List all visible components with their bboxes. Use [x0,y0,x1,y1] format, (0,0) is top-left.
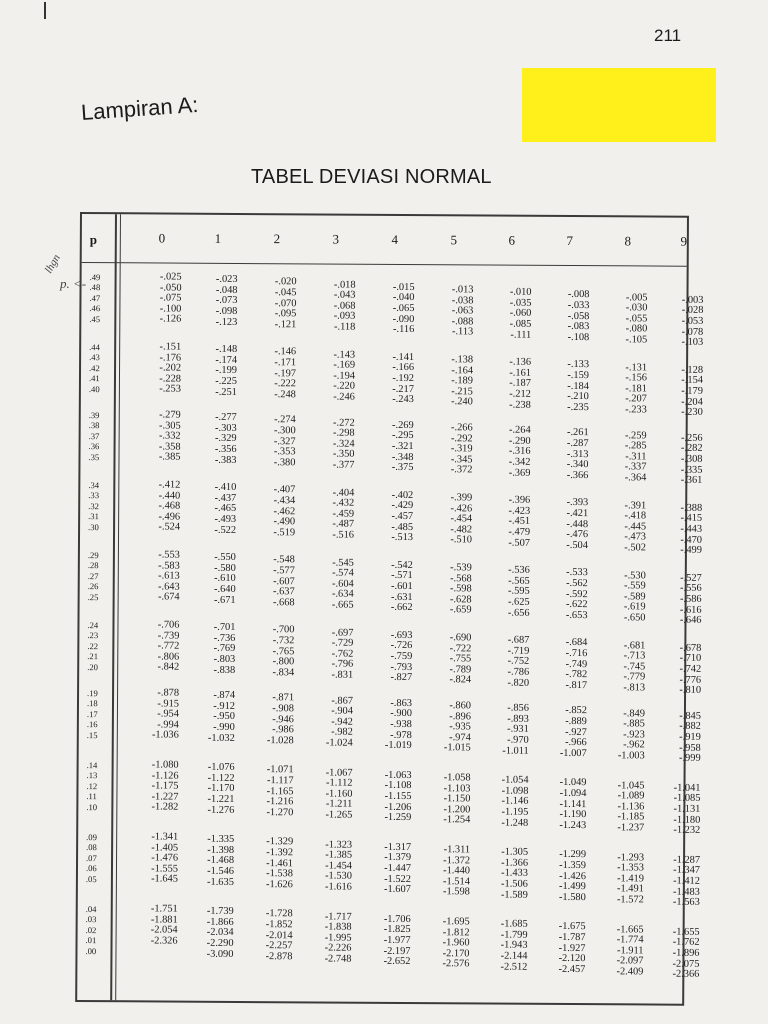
p-value: .42 [89,362,100,373]
row-group [80,409,703,486]
p-value: .16 [86,719,98,730]
table-cell: -.269 -.295 -.321 -.348 -.375 [391,419,414,474]
p-value: .35 [88,451,100,462]
p-value: .46 [89,303,101,314]
table-cell: -1.293 -1.353 -1.419 -1.491 -1.572 [616,851,645,906]
table-cell: -.015 -.040 -.065 -.090 -.116 [392,281,415,336]
table-cell: -.681 -.713 -.745 -.779 -.813 [623,639,646,694]
table-cell: -1.665 -1.774 -1.911 -2.097 -2.409 [616,923,644,978]
table-cell: -.143 -.169 -.194 -.220 -.246 [333,349,356,403]
table-cell: -.545 -.574 -.604 -.634 -.665 [331,557,354,611]
table-cell: -.003 -.028 -.053 -.078 -.103 [681,294,704,348]
column-header-0: 0 [158,230,166,246]
table-cell: -.410 -.437 -.465 -.493 -.522 [214,482,237,536]
table-cell: -.133 -.159 -.184 -.210 -.235 [567,359,590,413]
table-cell: -1.054 -1.098 -1.146 -1.195 -1.248 [501,774,529,829]
column-header-7: 7 [566,232,574,249]
p-value: .08 [86,842,97,853]
table-cell: -.867 -.904 -.942 -.982 -1.024 [325,695,354,749]
row-group [79,619,702,696]
table-cell: -.396 -.423 -.451 -.479 -.507 [508,494,531,549]
table-cell: -.530 -.559 -.589 -.619 -.650 [623,569,646,624]
yellow-highlight [522,68,716,142]
table-cell: -.013 -.038 -.063 -.088 -.113 [451,284,474,338]
p-value: .06 [85,863,97,874]
table-cell: -.701 -.736 -.769 -.803 -.838 [213,622,236,676]
p-column-header: p [89,232,98,248]
table-cell: -.261 -.287 -.313 -.340 -.366 [566,427,589,481]
table-cell: -1.335 -1.398 -1.468 -1.546 -1.635 [207,833,235,888]
table-cell: -.536 -.565 -.595 -.625 -.656 [507,564,530,619]
p-value: .00 [85,945,97,956]
table-cell: -.148 -.174 -.199 -.225 -.251 [215,344,238,398]
table-cell: -1.067 -1.112 -1.160 -1.211 -1.265 [325,767,353,821]
table-cell: -.690 -.722 -.755 -.789 -.824 [449,632,472,686]
table-cell: -.849 -.885 -.923 -.962 -1.003 [617,707,645,762]
p-values [88,410,99,462]
table-cell: -.860 -.896 -.935 -.974 -1.015 [443,700,472,754]
table-cell: -1.655 -1.762 -1.896 -2.075 -2.366 [672,926,700,980]
p-values [85,904,96,956]
table-cell: -.687 -.719 -.752 -.786 -.820 [507,634,530,689]
table-cell: -.845 -.882 -.919 -.958 -.999 [678,710,701,764]
table-cell: -.693 -.726 -.759 -.793 -.827 [390,629,413,684]
p-value: .32 [88,500,99,511]
table-cell: -1.675 -1.787 -1.927 -2.120 -2.457 [558,921,586,975]
table-cell: -.402 -.429 -.457 -.485 -.513 [391,489,414,544]
p-value: .34 [88,480,100,491]
table-cell: -.533 -.562 -.592 -.622 -.653 [565,567,588,621]
handwritten-arrow: p. <- [60,276,87,291]
table-cell: -.548 -.577 -.607 -.637 -.668 [272,554,295,609]
row-group [79,687,701,764]
p-value: .17 [86,708,98,719]
table-cell: -.871 -.908 -.946 -.986 -1.028 [266,692,295,747]
table-cell: -.863 -.900 -.938 -.978 -1.019 [384,697,413,752]
p-value: .20 [87,661,99,672]
table-cell: -.005 -.030 -.055 -.080 -.105 [625,291,648,346]
table-cell: -.700 -.732 -.765 -.800 -.834 [272,624,295,679]
p-value: .11 [86,791,97,802]
table-cell: -1.717 -1.838 -1.995 -2.226 -2.748 [324,911,352,965]
table-cell: -1.063 -1.108 -1.155 -1.206 -1.259 [384,769,412,824]
p-values [86,760,97,812]
table-cell: -.878 -.915 -.954 -.994 -1.036 [151,687,180,741]
table-cell: -.706 -.739 -.772 -.806 -.842 [157,619,180,673]
appendix-heading: Lampiran A: [80,91,200,126]
normal-deviation-table [75,212,704,1006]
p-value: .07 [86,852,97,863]
table-cell: -1.739 -1.866 -2.034 -2.290 -3.090 [206,905,234,960]
page-edge-mark [44,2,46,19]
table-cell: -.399 -.426 -.454 -.482 -.510 [450,492,473,546]
p-value: .33 [88,490,100,501]
p-value: .28 [87,560,99,571]
table-cell: -1.311 -1.372 -1.440 -1.514 -1.598 [442,844,471,898]
table-cell: -1.341 -1.405 -1.476 -1.555 -1.645 [151,831,179,885]
p-value: .21 [87,651,99,662]
table-cell: -.539 -.568 -.598 -.628 -.659 [449,562,472,616]
table-cell: -.388 -.415 -.443 -.470 -.499 [680,502,703,556]
p-values [89,342,100,394]
table-cell: -.018 -.043 -.068 -.093 -.118 [333,279,356,333]
table-cell: -.010 -.035 -.060 -.085 -.111 [509,286,532,341]
p-value: .24 [87,620,99,631]
column-header-9: 9 [680,233,688,249]
column-header-2: 2 [273,231,281,247]
table-cell: -.128 -.154 -.179 -.204 -.230 [681,364,704,418]
table-cell: -.146 -.171 -.197 -.222 -.248 [274,346,297,401]
table-cell: -1.685 -1.799 -1.943 -2.144 -2.512 [500,918,528,973]
p-value: .05 [85,873,97,884]
table-cell: -.678 -.710 -.742 -.776 -.810 [679,642,702,696]
p-value: .29 [87,550,99,561]
p-value: .47 [89,292,101,303]
table-header-row [82,214,687,267]
table-cell: -1.076 -1.122 -1.170 -1.221 -1.276 [207,761,235,816]
p-value: .30 [88,521,99,532]
table-cell: -1.049 -1.094 -1.141 -1.190 -1.243 [559,777,587,831]
p-value: .15 [86,729,98,740]
table-cell: -.023 -.048 -.073 -.098 -.123 [215,274,238,328]
table-cell: -.856 -.893 -.931 -.970 -1.011 [502,702,530,757]
column-header-8: 8 [624,233,632,249]
table-cell: -1.706 -1.825 -1.977 -2.197 -2.652 [383,913,411,968]
p-value: .38 [88,420,100,431]
row-group [80,479,703,556]
table-cell: -.008 -.033 -.058 -.083 -.108 [567,289,590,343]
table-cell: -.852 -.889 -.927 -.966 -1.007 [559,705,587,759]
table-cell: -.256 -.282 -.308 -.335 -.361 [680,432,703,486]
table-cell: -.136 -.161 -.187 -.212 -.238 [509,356,532,411]
p-value: .26 [87,581,99,592]
column-header-4: 4 [391,231,399,247]
table-title: TABEL DEVIASI NORMAL [251,166,492,188]
row-group [77,903,700,980]
table-cell: -.527 -.556 -.586 -.616 -.646 [679,572,702,626]
table-cell: -.874 -.912 -.950 -.990 -1.032 [207,690,236,744]
table-cell: -1.695 -1.812 -1.960 -2.170 -2.576 [442,916,470,970]
p-values [87,620,98,672]
column-header-5: 5 [450,232,458,248]
table-cell: -1.317 -1.379 -1.447 -1.522 -1.607 [383,841,412,896]
handwritten-note: lhgn [42,252,63,276]
table-cell: -.141 -.166 -.192 -.217 -.243 [392,351,415,406]
p-values [87,688,98,740]
table-cell: -1.080 -1.126 -1.175 -1.227 -1.282 [151,759,179,813]
table-cell: -.553 -.583 -.613 -.643 -.674 [157,549,180,603]
p-value: .36 [88,441,100,452]
p-value: .12 [86,780,98,791]
table-cell: -.266 -.292 -.319 -.345 -.372 [450,422,473,476]
p-value: .43 [89,352,100,363]
table-cell: -.697 -.729 -.762 -.796 -.831 [331,627,354,681]
table-cell: -.277 -.303 -.329 -.356 -.383 [214,412,237,466]
p-value: .13 [86,770,98,781]
table-cell: -.272 -.298 -.324 -.350 -.377 [332,417,355,471]
p-value: .37 [88,430,100,441]
p-value: .18 [86,698,98,709]
p-values [88,480,99,532]
p-value: .49 [89,272,101,283]
p-value: .10 [86,801,98,812]
row-group [78,831,701,908]
p-values [86,832,97,884]
table-cell: -.279 -.305 -.332 -.358 -.385 [158,409,181,463]
table-cell: -.274 -.300 -.327 -.353 -.380 [273,414,296,469]
p-value: .41 [88,373,100,384]
table-cell: -.131 -.156 -.181 -.207 -.233 [625,361,648,416]
table-cell: -.025 -.050 -.075 -.100 -.126 [159,271,182,325]
table-cell: -.259 -.285 -.311 -.337 -.364 [624,429,647,484]
p-values [89,272,100,324]
p-value: .02 [85,924,97,935]
table-cell: -.393 -.421 -.448 -.476 -.504 [566,497,589,551]
table-cell: -1.299 -1.359 -1.426 -1.499 -1.580 [558,849,587,903]
table-cell: -.391 -.418 -.445 -.473 -.502 [624,499,647,554]
column-header-6: 6 [508,232,516,248]
table-cell: -1.045 -1.089 -1.136 -1.185 -1.237 [617,779,645,834]
table-cell: -.412 -.440 -.468 -.496 -.524 [158,479,181,533]
table-cell: -.020 -.045 -.070 -.095 -.121 [274,276,297,331]
p-value: .03 [85,914,97,925]
p-value: .19 [87,688,98,699]
table-cell: -.550 -.580 -.610 -.640 -.671 [213,552,236,606]
table-cell: -1.287 -1.347 -1.412 -1.483 -1.563 [672,854,701,908]
table-cell: -1.041 -1.085 -1.131 -1.180 -1.232 [673,782,701,836]
table-cell: -.542 -.571 -.601 -.631 -.662 [390,559,413,614]
p-value: .04 [85,904,97,915]
table-cell: -.151 -.176 -.202 -.228 -.253 [159,341,182,395]
p-value: .01 [85,935,97,946]
p-value: .25 [87,591,99,602]
table-cell: -.404 -.432 -.459 -.487 -.516 [332,487,355,541]
table-cell: -1.751 -1.881 -2.054 -2.326 [150,903,178,947]
p-value: .14 [86,760,98,771]
p-value: .09 [86,832,97,843]
table-cell: -1.329 -1.392 -1.461 -1.538 -1.626 [266,836,294,891]
p-value: .44 [89,342,100,353]
column-header-1: 1 [214,230,222,246]
p-value: .23 [87,630,99,641]
p-value: .48 [89,282,101,293]
table-cell: -1.058 -1.103 -1.150 -1.200 -1.254 [443,772,471,826]
p-value: .22 [87,640,99,651]
table-cell: -1.728 -1.852 -2.014 -2.257 -2.878 [265,908,293,963]
table-cell: -1.323 -1.385 -1.454 -1.530 -1.616 [325,839,353,893]
p-value: .31 [88,511,99,522]
p-value: .40 [88,383,100,394]
table-cell: -.264 -.290 -.316 -.342 -.369 [508,424,531,479]
page-number: 211 [654,26,682,45]
p-value: .45 [89,313,101,324]
table-cell: -.138 -.164 -.189 -.215 -.240 [451,354,474,408]
p-value: .39 [88,410,100,421]
p-value: .27 [87,570,99,581]
table-cell: -1.071 -1.117 -1.165 -1.216 -1.270 [266,764,294,819]
column-header-3: 3 [332,231,340,247]
table-cell: -.684 -.716 -.749 -.782 -.817 [565,637,588,691]
p-values [88,550,99,602]
row-group [78,759,701,836]
table-cell: -1.305 -1.366 -1.433 -1.506 -1.589 [500,846,529,901]
table-cell: -.407 -.434 -.462 -.490 -.519 [273,484,296,539]
